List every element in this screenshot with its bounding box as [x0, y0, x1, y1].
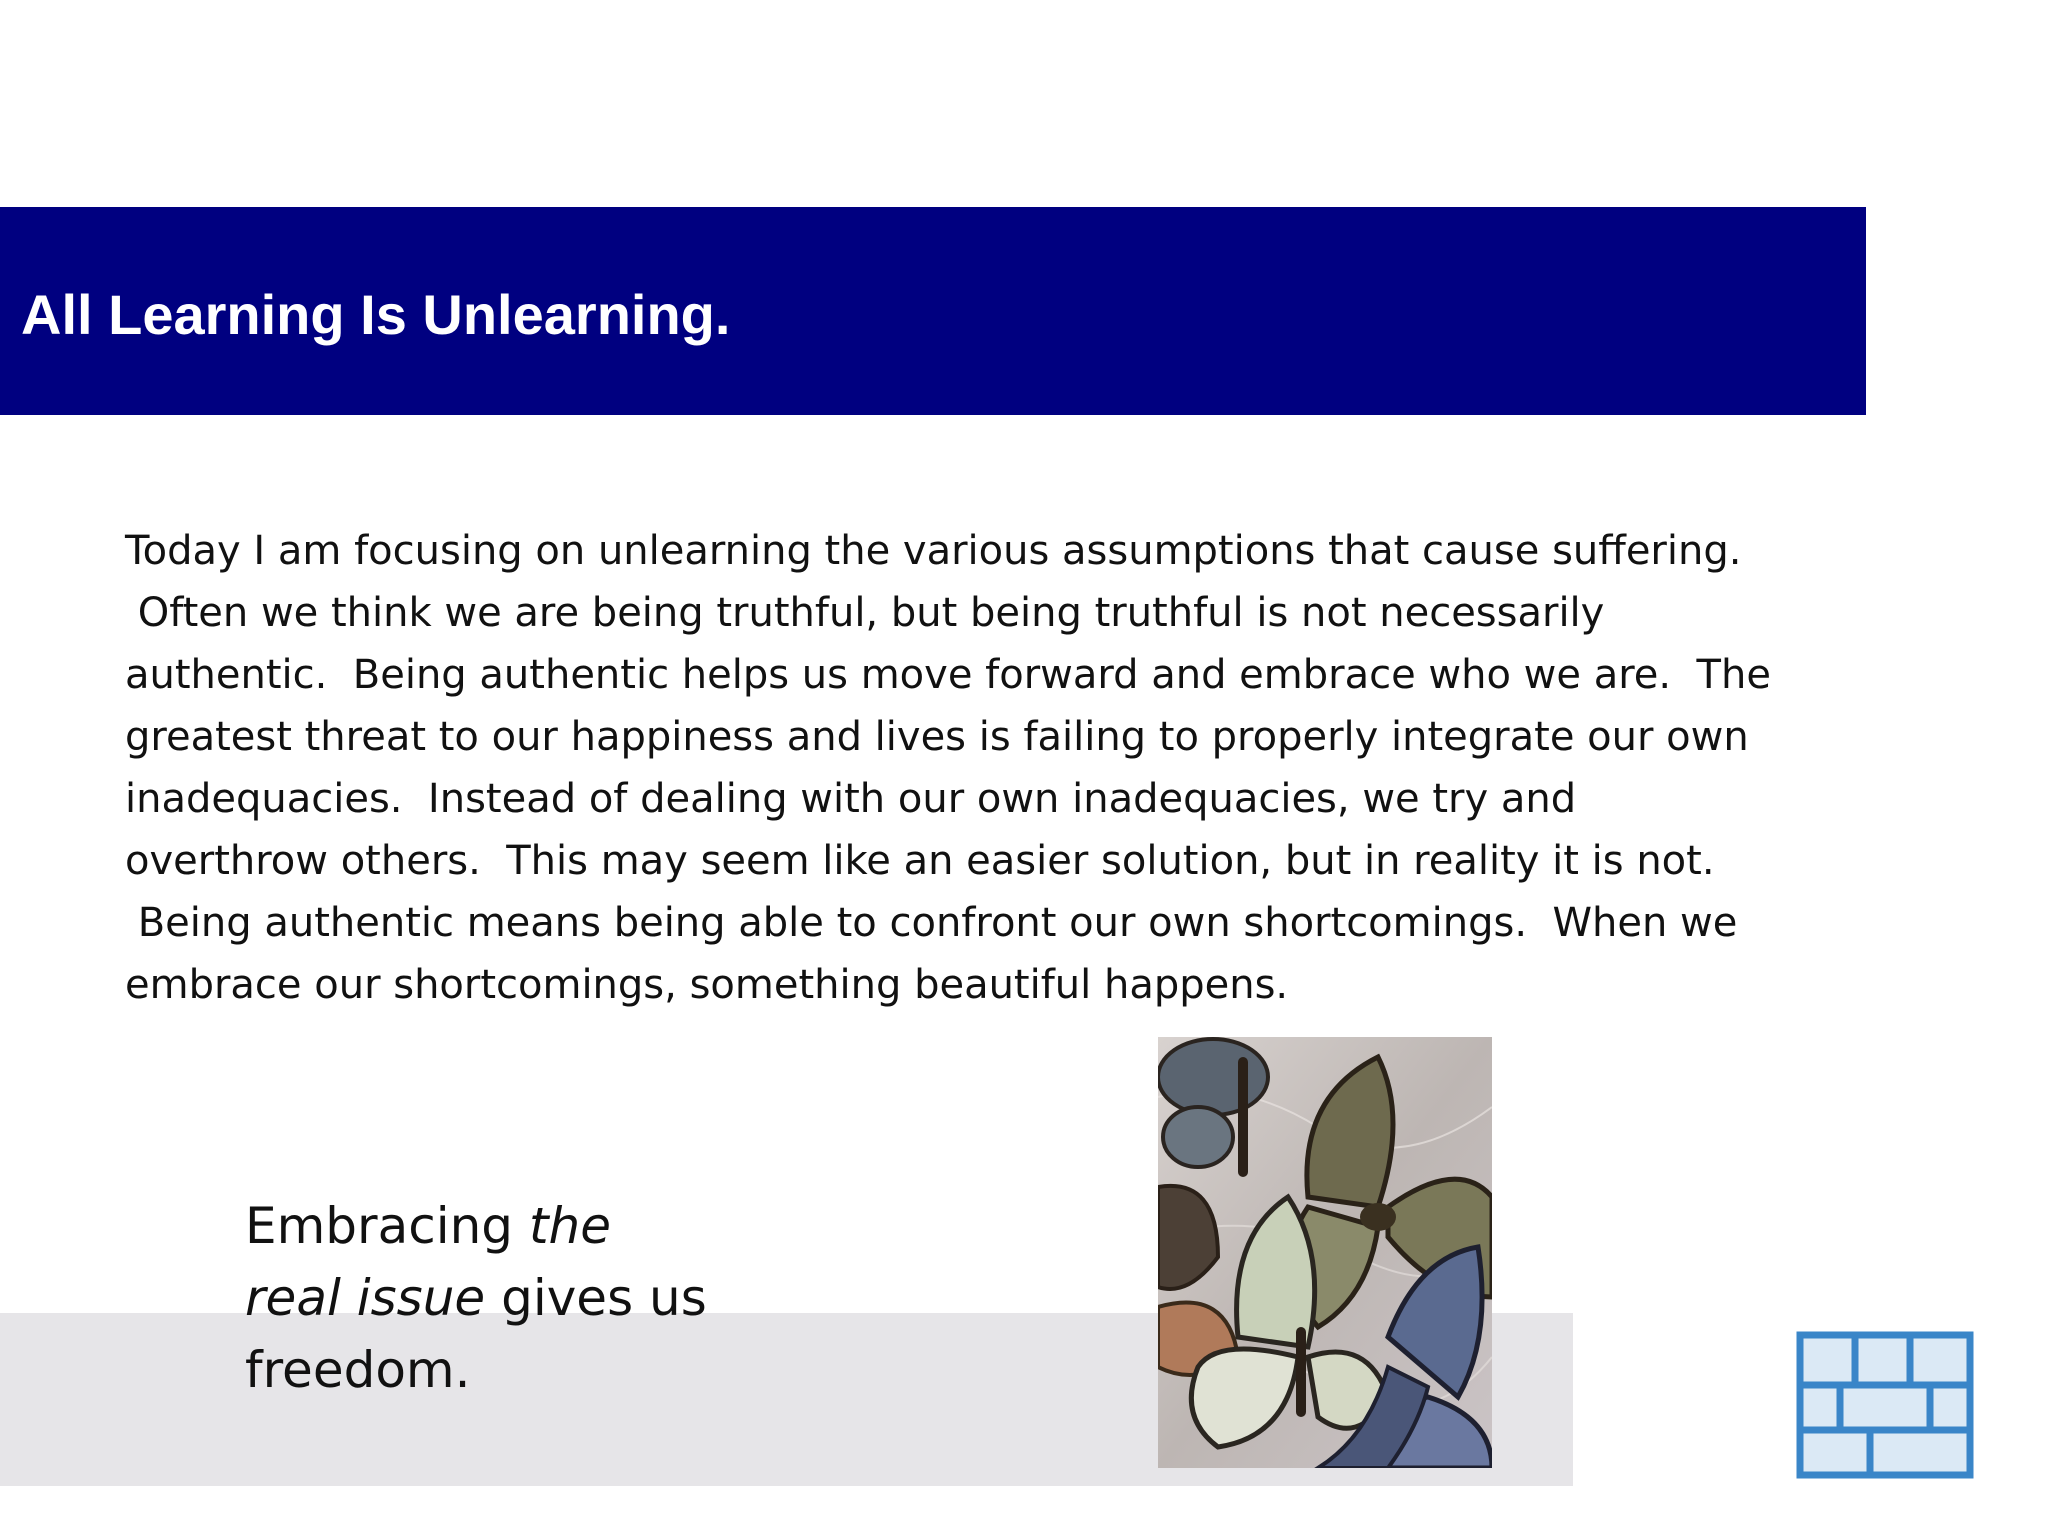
butterflies-illustration-icon	[1158, 1037, 1492, 1468]
caption-regular: gives us	[485, 1269, 707, 1327]
caption-italic: real issue	[245, 1269, 486, 1327]
body-line: embrace our shortcomings, something beautiful happens.	[125, 962, 1289, 1008]
body-line: authentic. Being authentic helps us move forward and embrace who we are. The	[125, 652, 1771, 698]
caption-regular: freedom.	[245, 1341, 471, 1399]
body-line: overthrow others. This may seem like an easier solution, but in reality it is not.	[125, 838, 1715, 884]
body-line: Being authentic means being able to confront our own shortcomings. When we	[125, 900, 1738, 946]
interlocking-squares-logo-icon	[1795, 1330, 1975, 1480]
body-line: inadequacies. Instead of dealing with our own inadequacies, we try and	[125, 776, 1577, 822]
caption-regular: Embracing	[245, 1197, 529, 1255]
caption-line-1	[245, 1190, 707, 1262]
caption-italic: the	[528, 1197, 611, 1255]
caption-line-2	[245, 1262, 707, 1334]
body-paragraph	[125, 520, 1865, 1016]
body-line: greatest threat to our happiness and lives is failing to properly integrate our own	[125, 714, 1749, 760]
slide-title: All Learning Is Unlearning.	[21, 283, 731, 346]
body-line: Today I am focusing on unlearning the various assumptions that cause suffering.	[125, 528, 1742, 574]
caption-text	[245, 1190, 707, 1406]
body-line: Often we think we are being truthful, but being truthful is not necessarily	[125, 590, 1605, 636]
caption-line-3	[245, 1334, 707, 1406]
